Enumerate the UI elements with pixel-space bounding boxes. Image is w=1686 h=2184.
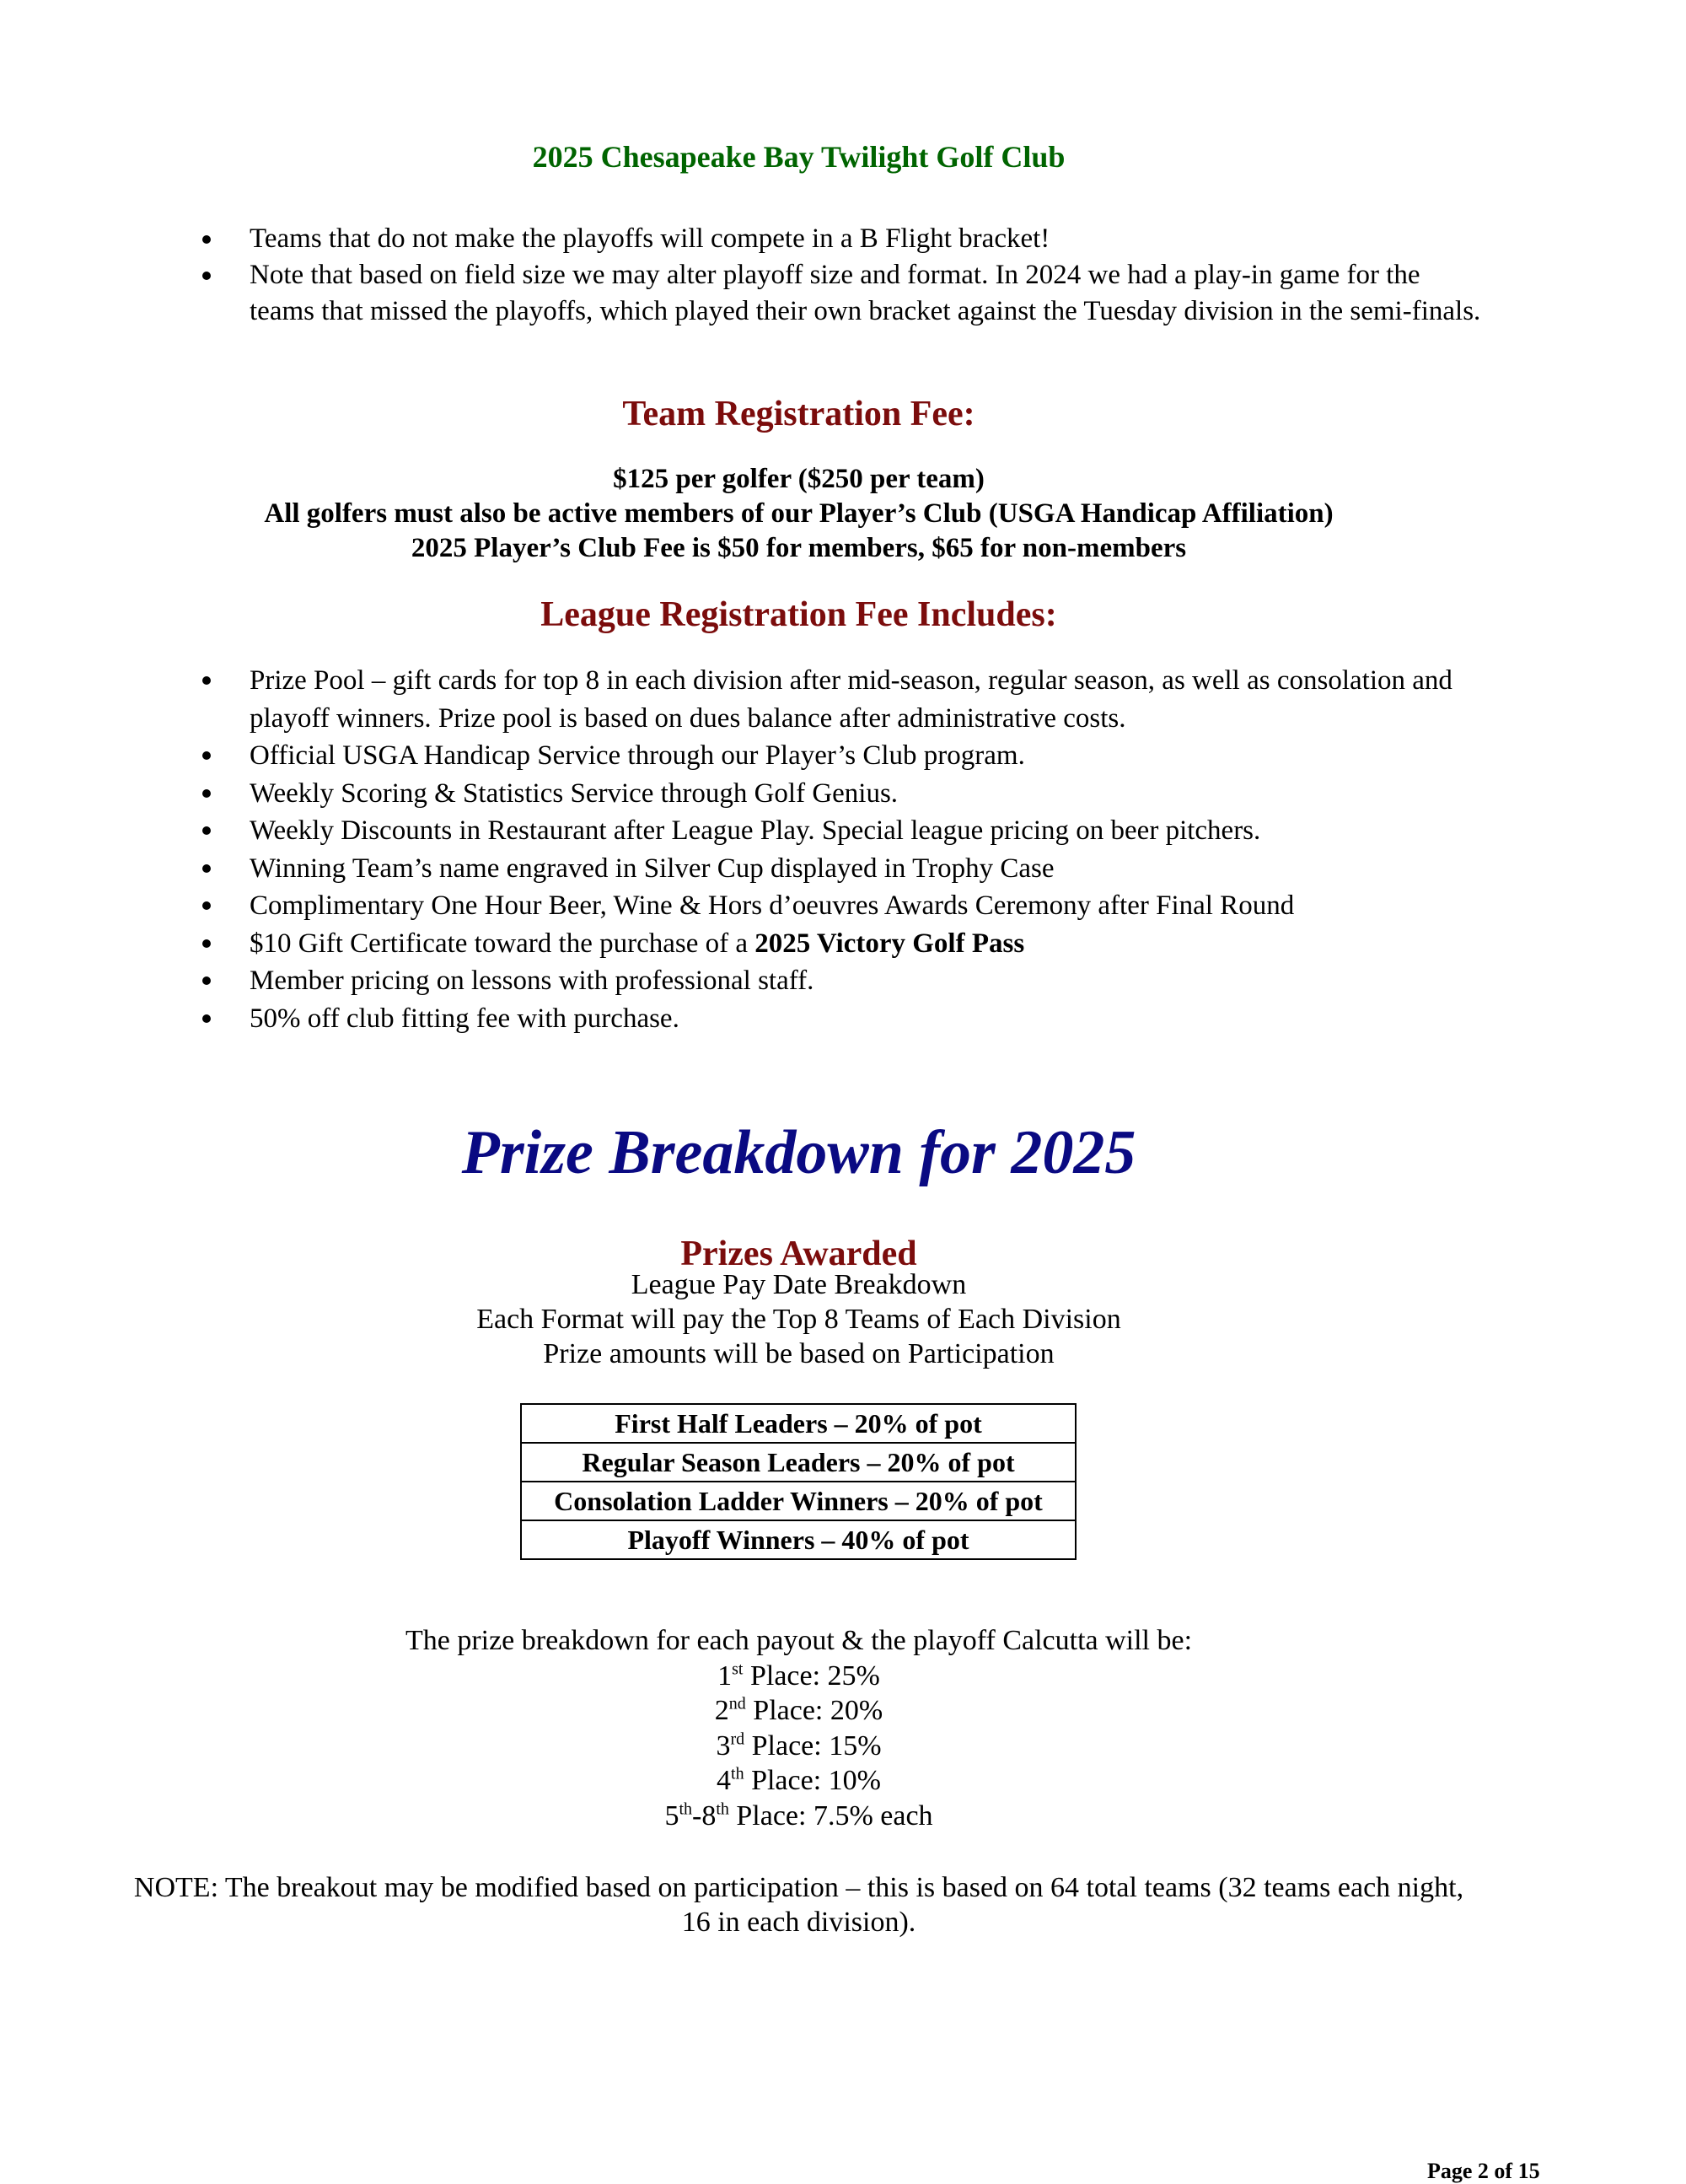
table-row [521,1443,1076,1482]
table-row [521,1404,1076,1443]
breakdown-line: Each Format will pay the Top 8 Teams of Each Division [476,1304,1121,1335]
table-cell: Consolation Ladder Winners – 20% of pot [521,1482,1076,1520]
prize-breakdown-lines [0,1267,1597,1371]
list-item: 50% off club fitting fee with purchase. [202,1000,1484,1038]
place-line: 1st Place: 25% [717,1660,880,1692]
place-line: 3rd Place: 15% [716,1729,882,1762]
prize-breakdown-title: Prize Breakdown for 2025 [461,1118,1136,1187]
document-title: 2025 Chesapeake Bay Twilight Golf Club [532,140,1066,174]
list-item: Teams that do not make the playoffs will compete in a B Flight bracket! [202,221,1484,257]
league-fee-heading: League Registration Fee Includes: [540,595,1057,634]
list-item: Winning Team’s name engraved in Silver Cup displayed in Trophy Case [202,850,1484,888]
place-line: 5th-8th Place: 7.5% each [664,1799,933,1832]
list-item: Complimentary One Hour Beer, Wine & Hors d’oeuvres Awards Ceremony after Final Round [202,887,1484,925]
prizes-awarded-heading: Prizes Awarded [680,1235,917,1273]
list-item: Weekly Scoring & Statistics Service through Golf Genius. [202,775,1484,813]
team-fee-heading: Team Registration Fee: [622,395,975,433]
list-item: Member pricing on lessons with professional staff. [202,962,1484,1000]
participation-note: NOTE: The breakout may be modified based on participation – this is based on 64 total teams (32 teams each night, 16 in each division). [133,1872,1464,1938]
page-number: Page 2 of 15 [1427,2159,1540,2183]
list-item: Note that based on field size we may alter playoff size and format. In 2024 we had a play-in game for the teams that missed the playoffs, which played their own bracket against the Tuesday division in the semi-finals. [202,257,1484,330]
pot-distribution-table [520,1403,1077,1560]
table-cell: First Half Leaders – 20% of pot [521,1404,1076,1443]
list-item: Weekly Discounts in Restaurant after League Play. Special league pricing on beer pitchers. [202,812,1484,850]
list-item: Official USGA Handicap Service through our Player’s Club program. [202,737,1484,775]
list-item [202,925,1484,963]
table-row [521,1482,1076,1520]
fee-line: All golfers must also be active members of our Player’s Club (USGA Handicap Affiliation) [264,498,1334,529]
payout-breakdown [0,1623,1597,1833]
place-line: 4th Place: 10% [717,1764,881,1796]
league-fee-includes-list [202,662,1484,1037]
list-item: Prize Pool – gift cards for top 8 in each division after mid-season, regular season, as well as consolation and playoff winners. Prize pool is based on dues balance after administrative costs. [202,662,1484,737]
fee-line: 2025 Player’s Club Fee is $50 for members, $65 for non-members [411,533,1187,563]
table-cell: Regular Season Leaders – 20% of pot [521,1443,1076,1482]
fee-line: $125 per golfer ($250 per team) [613,464,985,494]
team-fee-details [0,462,1597,566]
payout-intro: The prize breakdown for each payout & the playoff Calcutta will be: [405,1625,1193,1656]
playoff-notes-list [202,221,1484,330]
list-item-text: $10 Gift Certificate toward the purchase of a [250,928,755,959]
place-line: 2nd Place: 20% [714,1694,883,1726]
table-row [521,1520,1076,1559]
breakdown-line: League Pay Date Breakdown [631,1269,967,1300]
breakdown-line: Prize amounts will be based on Participation [543,1338,1055,1369]
table-cell: Playoff Winners – 40% of pot [521,1520,1076,1559]
victory-golf-pass: 2025 Victory Golf Pass [754,928,1025,959]
